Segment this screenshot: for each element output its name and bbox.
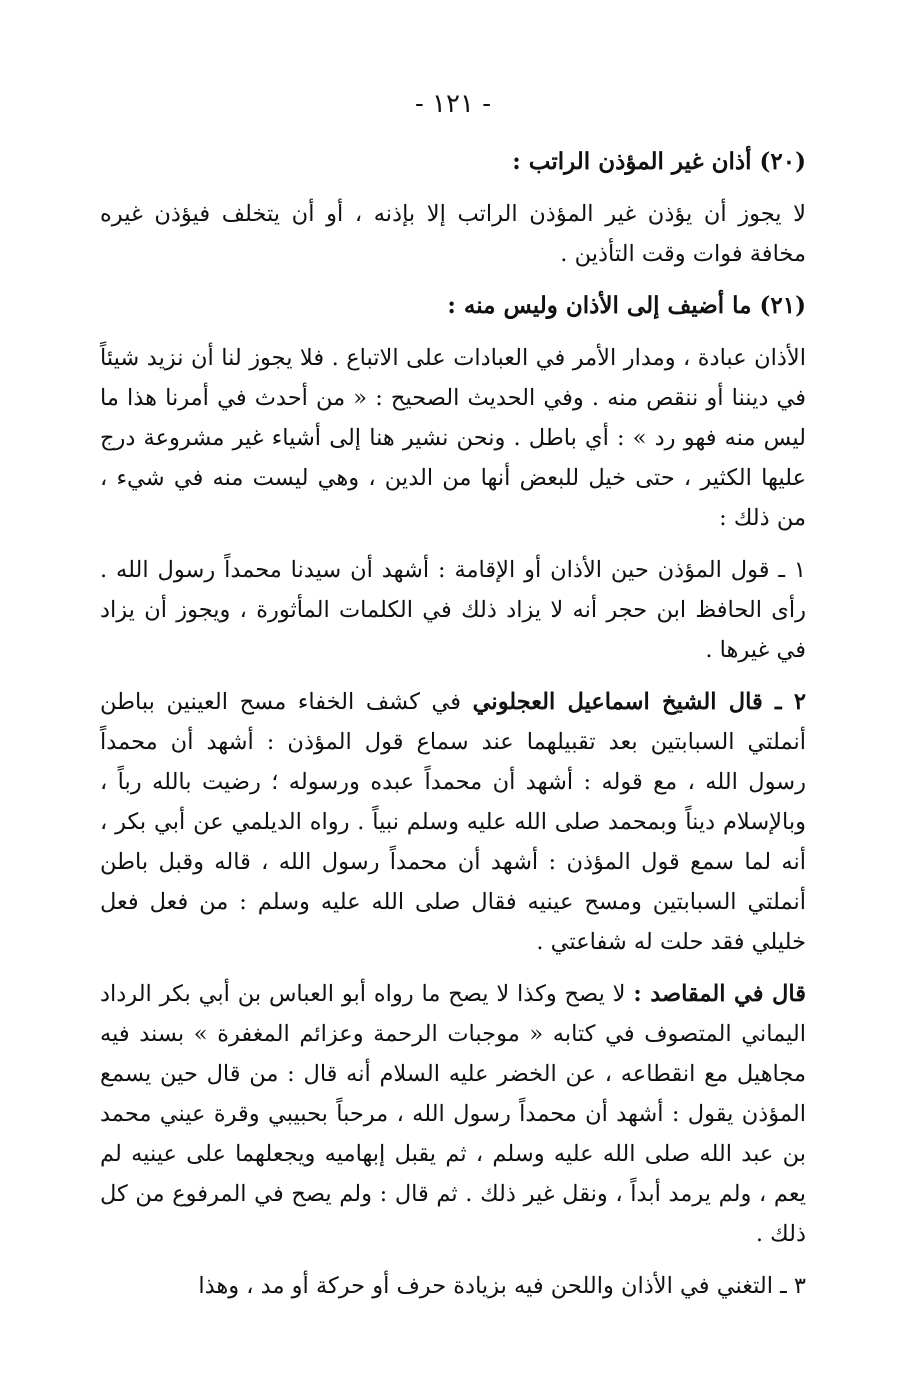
page-number: - ١٢١ - xyxy=(414,89,492,119)
section-21-intro-paragraph: الأذان عبادة ، ومدار الأمر في العبادات على الاتباع . فلا يجوز لنا أن نزيد شيئاً في ديننا أو ننقص منه . وفي الحديث الصحيح : « من أحدث في أمرنا هذا ما ليس منه فهو رد » : أي باطل . ونحن نشير هنا إلى أشياء غير مشروعة درج عليها الكثير ، حتى خيل للبعض أنها من الدين ، وهي ليست منه في شيء ، من ذلك : xyxy=(100,345,806,531)
maqasid-lead: قال في المقاصد : xyxy=(633,981,806,1007)
item-1-paragraph: ١ ـ قول المؤذن حين الأذان أو الإقامة : أشهد أن سيدنا محمداً رسول الله . رأى الحافظ ابن حجر أنه لا يزاد ذلك في الكلمات المأثورة ، ويجوز أن يزاد في غيرها . xyxy=(100,557,806,663)
section-20-paragraph: لا يجوز أن يؤذن غير المؤذن الراتب إلا بإذنه ، أو أن يتخلف فيؤذن غيره مخافة فوات وقت التأذين . xyxy=(100,201,806,267)
item-3-paragraph: ٣ ـ التغني في الأذان واللحن فيه بزيادة حرف أو حركة أو مد ، وهذا xyxy=(198,1273,806,1299)
item-2-lead: ٢ ـ قال الشيخ اسماعيل العجلوني xyxy=(472,689,806,715)
section-21-heading: (٢١) ما أضيف إلى الأذان وليس منه : xyxy=(447,292,806,319)
item-2-body: في كشف الخفاء مسح العينين بباطن أنملتي السبابتين بعد تقبيلهما عند سماع قول المؤذن : أشهد أن محمداً رسول الله ، مع قوله : أشهد أن محمداً عبده ورسوله ؛ رضيت بالله رباً ، وبالإسلام ديناً وبمحمد صلى الله عليه وسلم نبياً . رواه الديلمي عن أبي بكر ، أنه لما سمع قول المؤذن : أشهد أن محمداً رسول الله ، قاله وقبل باطن أنملتي السبابتين ومسح عينيه فقال صلى الله عليه وسلم : من فعل فعل خليلي فقد حلت له شفاعتي . xyxy=(100,689,806,955)
maqasid-paragraph xyxy=(100,974,806,1254)
maqasid-body: لا يصح وكذا لا يصح ما رواه أبو العباس بن أبي بكر الرداد اليماني المتصوف في كتابه « موجبات الرحمة وعزائم المغفرة » بسند فيه مجاهيل مع انقطاعه ، عن الخضر عليه السلام أنه قال : من قال حين يسمع المؤذن يقول : أشهد أن محمداً رسول الله ، مرحباً بحبيبي وقرة عيني محمد بن عبد الله صلى الله عليه وسلم ، ثم يقبل إبهاميه ويجعلهما على عينيه لم يعم ، ولم يرمد أبداً ، ونقل غير ذلك . ثم قال : ولم يصح في المرفوع من كل ذلك . xyxy=(100,981,806,1247)
section-20-heading: (٢٠) أذان غير المؤذن الراتب : xyxy=(512,148,806,175)
item-2-paragraph xyxy=(100,682,806,962)
